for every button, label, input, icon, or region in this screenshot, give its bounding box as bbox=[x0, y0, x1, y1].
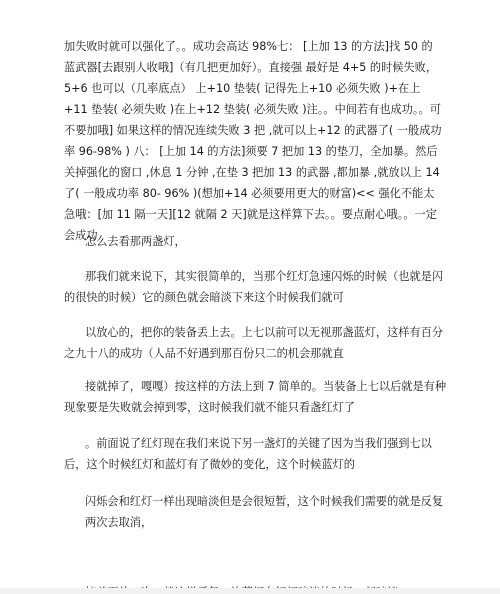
page-bottom-edge bbox=[0, 588, 500, 594]
paragraph-red-lamp: 那我们就来说下，其实很简单的，当那个红灯急速闪烁的时候（也就是闪的很快的时候）它的颜色就会暗淡下来这个时候我们就可 bbox=[64, 270, 444, 304]
paragraph-strengthen-method: 加失败时就可以强化了。。成功会高达 98%七： [上加 13 的方法]找 50 的蓝武器[去跟别人收哦]（有几把更加好）。直接强 最好是 4+5 的时候失败，5+6 也可以（几率底点） 上+10 垫装( 记得先上+10 必须失败 )+在上+11 垫装( 必须失败 )在上+12 垫装( 必须失败 )注。。中间若有也成功。。可不要加哦] 如果这样的情况连续失败 3 把 ,就可以上+12 的武器了( 一般成功率 96-98% ) 八： [上加 14 的方法]须要 7 把加 13 的垫刀，全加暴。然后关掉强化的窗口 ,休息 1 分钟 ,在垫 3 把加 13 的武器 ,都加暴 ,就放以上 14 了( 一般成功率 80- 96% )(想加+14 必须要用更大的财富)<< 强化不能太急哦：[加 11 隔一天][12 就隔 2 天]就是这样算下去。。要点耐心哦。。一定会成功 bbox=[64, 40, 442, 242]
paragraph-after-seven: 接就掉了，嘎嘎）按这样的方法上到 7 简单的。当装备上七以后就是有种现象要是失败就会掉到零，这时候我们就不能只看盏红灯了 bbox=[64, 380, 447, 414]
paragraph-cancel-twice: 闪烁会和红灯一样出现暗淡但是会很短暂，这个时候我们需要的就是反复两次去取消， bbox=[85, 495, 444, 529]
paragraph-lamps-question: 怎么去看那两盏灯， bbox=[85, 235, 186, 248]
paragraph-before-seven: 以放心的，把你的装备丢上去。上七以前可以无视那盏蓝灯，这样有百分之九十八的成功（人品不好遇到那百份只二的机会那就直 bbox=[64, 326, 444, 360]
paragraph-blue-lamp: 。前面说了红灯现在我们来说下另一盏灯的关键了因为当我们强到七以后，这个时候红灯和蓝灯有了微妙的变化，这个时候蓝灯的 bbox=[64, 437, 432, 471]
